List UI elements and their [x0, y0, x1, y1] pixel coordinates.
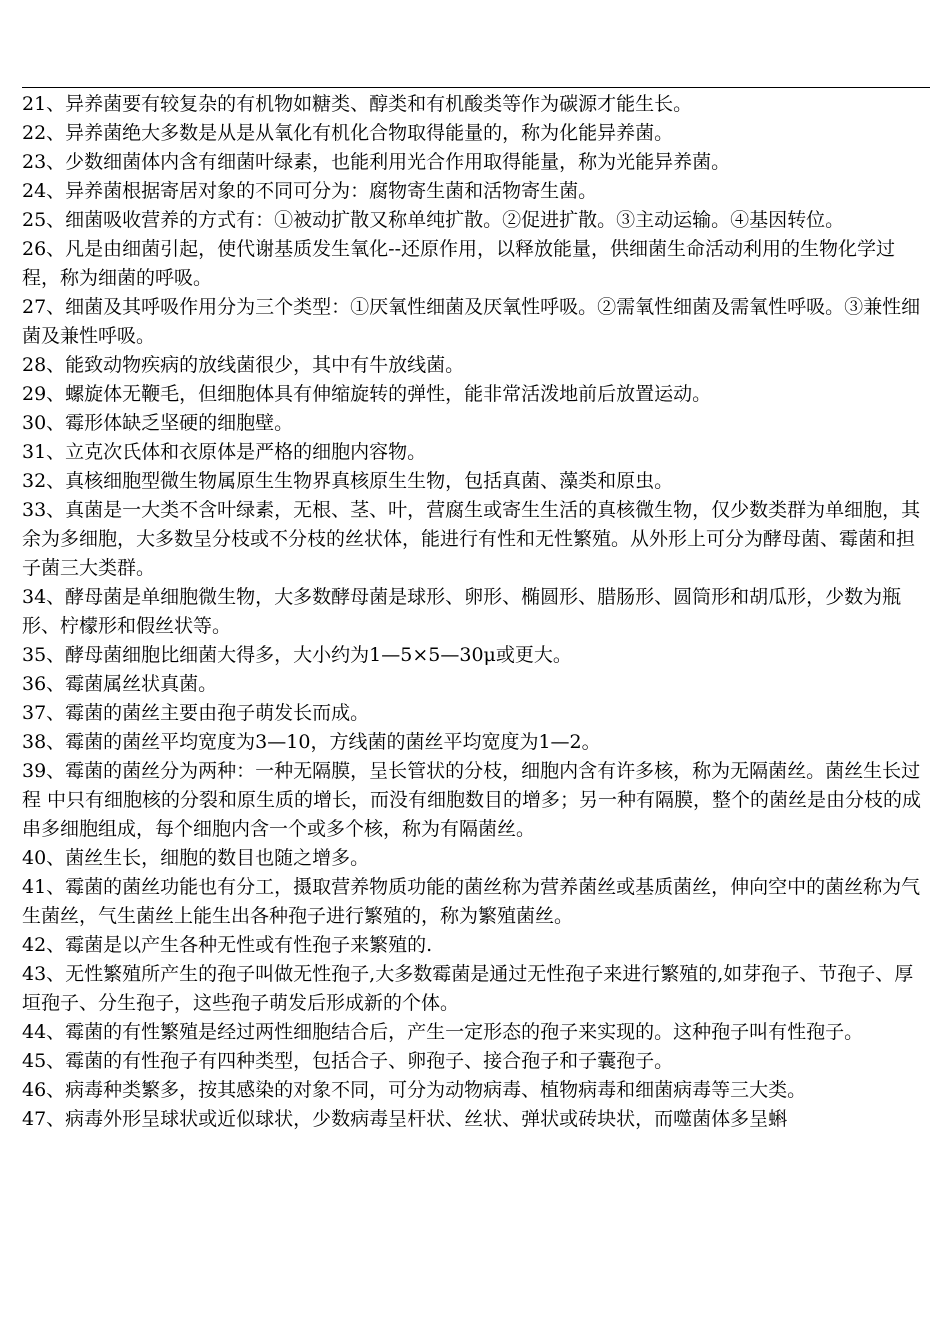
paragraph-item: 24、异养菌根据寄居对象的不同可分为：腐物寄生菌和活物寄生菌。: [22, 180, 598, 202]
paragraph-item: 34、酵母菌是单细胞微生物，大多数酵母菌是球形、卵形、椭圆形、腊肠形、圆筒形和胡瓜形，少数为瓶形、柠檬形和假丝状等。: [22, 586, 902, 637]
header-rule: [22, 87, 930, 88]
paragraph-item: 39、霉菌的菌丝分为两种：一种无隔膜，呈长管状的分枝，细胞内含有许多核，称为无隔菌丝。菌丝生长过程 中只有细胞核的分裂和原生质的增长，而没有细胞数目的增多；另一种有隔膜，整个的菌丝是由分枝的成串多细胞组成，每个细胞内含一个或多个核，称为有隔菌丝。: [22, 760, 922, 840]
paragraph-item: 31、立克次氏体和衣原体是严格的细胞内容物。: [22, 441, 427, 463]
paragraph-item: 45、霉菌的有性孢子有四种类型，包括合子、卵孢子、接合孢子和子囊孢子。: [22, 1050, 674, 1072]
paragraph-item: 37、霉菌的菌丝主要由孢子萌发长而成。: [22, 702, 370, 724]
paragraph-item: 29、螺旋体无鞭毛，但细胞体具有伸缩旋转的弹性，能非常活泼地前后放置运动。: [22, 383, 712, 405]
paragraph-item: 42、霉菌是以产生各种无性或有性孢子来繁殖的.: [22, 934, 433, 956]
paragraph-item: 46、病毒种类繁多，按其感染的对象不同，可分为动物病毒、植物病毒和细菌病毒等三大类。: [22, 1079, 807, 1101]
paragraph-item: 30、霉形体缺乏坚硬的细胞壁。: [22, 412, 294, 434]
paragraph-item: 27、细菌及其呼吸作用分为三个类型：①厌氧性细菌及厌氧性呼吸。②需氧性细菌及需氧性呼吸。③兼性细菌及兼性呼吸。: [22, 296, 921, 347]
paragraph-item: 47、病毒外形呈球状或近似球状，少数病毒呈杆状、丝状、弹状或砖块状，而噬菌体多呈蝌: [22, 1108, 788, 1130]
paragraph-item: 26、凡是由细菌引起，使代谢基质发生氧化--还原作用，以释放能量，供细菌生命活动利用的生物化学过程，称为细菌的呼吸。: [22, 238, 896, 289]
paragraph-item: 36、霉菌属丝状真菌。: [22, 673, 218, 695]
paragraph-item: 23、少数细菌体内含有细菌叶绿素，也能利用光合作用取得能量，称为光能异养菌。: [22, 151, 731, 173]
paragraph-item: 33、真菌是一大类不含叶绿素，无根、茎、叶，营腐生或寄生生活的真核微生物，仅少数类群为单细胞，其余为多细胞，大多数呈分枝或不分枝的丝状体，能进行有性和无性繁殖。从外形上可分为酵母菌、霉菌和担子菌三大类群。: [22, 499, 921, 579]
paragraph-item: 21、异养菌要有较复杂的有机物如糖类、醇类和有机酸类等作为碳源才能生长。: [22, 93, 693, 115]
paragraph-item: 41、霉菌的菌丝功能也有分工，摄取营养物质功能的菌丝称为营养菌丝或基质菌丝，伸向空中的菌丝称为气生菌丝，气生菌丝上能生出各种孢子进行繁殖的，称为繁殖菌丝。: [22, 876, 921, 927]
paragraph-item: 25、细菌吸收营养的方式有：①被动扩散又称单纯扩散。②促进扩散。③主动运输。④基因转位。: [22, 209, 845, 231]
document-body: [22, 90, 928, 1134]
paragraph-item: 38、霉菌的菌丝平均宽度为3—10，方线菌的菌丝平均宽度为1—2。: [22, 731, 601, 753]
paragraph-item: 35、酵母菌细胞比细菌大得多，大小约为1—5×5—30μ或更大。: [22, 644, 572, 666]
paragraph-item: 22、异养菌绝大多数是从是从氧化有机化合物取得能量的，称为化能异养菌。: [22, 122, 674, 144]
paragraph-item: 28、能致动物疾病的放线菌很少，其中有牛放线菌。: [22, 354, 465, 376]
paragraph-item: 43、无性繁殖所产生的孢子叫做无性孢子,大多数霉菌是通过无性孢子来进行繁殖的,如芽孢子、节孢子、厚垣孢子、分生孢子，这些孢子萌发后形成新的个体。: [22, 963, 914, 1014]
paragraph-item: 44、霉菌的有性繁殖是经过两性细胞结合后，产生一定形态的孢子来实现的。这种孢子叫有性孢子。: [22, 1021, 864, 1043]
paragraph-item: 40、菌丝生长，细胞的数目也随之增多。: [22, 847, 370, 869]
paragraph-item: 32、真核细胞型微生物属原生生物界真核原生生物，包括真菌、藻类和原虫。: [22, 470, 674, 492]
